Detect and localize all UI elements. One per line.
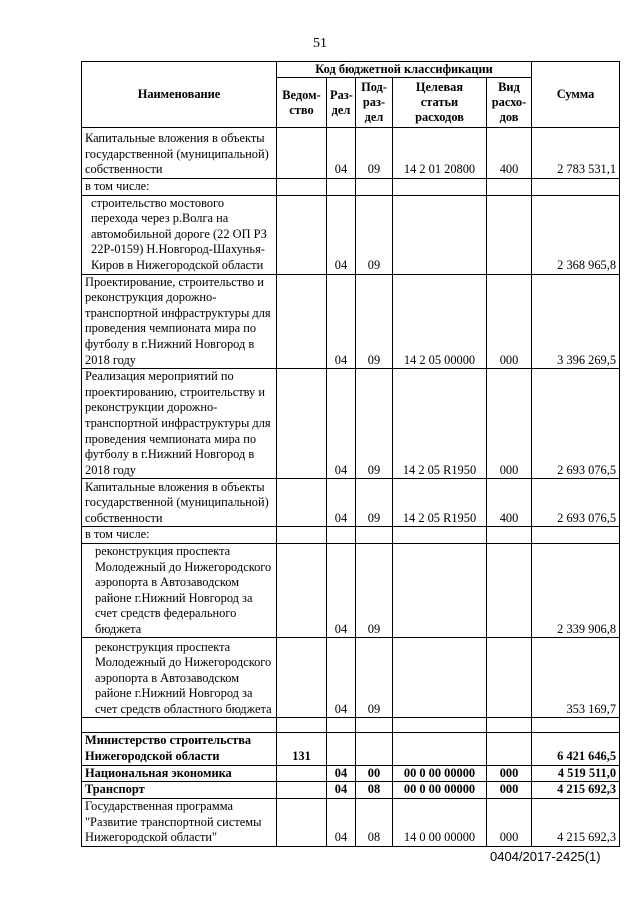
row-target: 00 0 00 00000 <box>393 765 487 782</box>
row-razdel: 04 <box>327 195 356 274</box>
row-razdel: 04 <box>327 798 356 846</box>
table-row <box>82 543 620 638</box>
row-sum <box>532 527 620 544</box>
row-sum: 2 339 906,8 <box>532 543 620 638</box>
row-razdel: 04 <box>327 765 356 782</box>
row-ved <box>277 718 327 733</box>
row-razdel <box>327 733 356 765</box>
row-ved: 131 <box>277 733 327 765</box>
row-vid: 400 <box>487 479 532 527</box>
row-vid: 000 <box>487 782 532 799</box>
table-row <box>82 638 620 718</box>
row-razdel <box>327 179 356 196</box>
table-row <box>82 179 620 196</box>
row-ved <box>277 369 327 479</box>
row-sum: 4 519 511,0 <box>532 765 620 782</box>
row-sum: 4 215 692,3 <box>532 798 620 846</box>
header-vedomstvo: Ведом-ство <box>277 78 327 128</box>
row-podrazdel: 08 <box>356 782 393 799</box>
row-vid <box>487 543 532 638</box>
row-razdel: 04 <box>327 369 356 479</box>
row-sum: 4 215 692,3 <box>532 782 620 799</box>
row-podrazdel: 09 <box>356 128 393 179</box>
table-row <box>82 369 620 479</box>
row-ved <box>277 195 327 274</box>
row-target: 14 2 05 R1950 <box>393 479 487 527</box>
row-sum <box>532 718 620 733</box>
row-razdel: 04 <box>327 479 356 527</box>
row-vid: 000 <box>487 798 532 846</box>
row-name: Реализация мероприятий по проектированию, строительству и реконструкции дорожно-транспортной инфраструктуры для проведения чемпионата мира по футболу в г.Нижний Новгород в 2018 году <box>82 369 277 479</box>
row-podrazdel: 00 <box>356 765 393 782</box>
row-vid <box>487 718 532 733</box>
document-number: 0404/2017-2425(1) <box>490 849 601 864</box>
header-podrazdel: Под-раз-дел <box>356 78 393 128</box>
row-vid: 000 <box>487 369 532 479</box>
row-name: Министерство строительства Нижегородской области <box>82 733 277 765</box>
row-target <box>393 195 487 274</box>
row-sum: 2 693 076,5 <box>532 479 620 527</box>
row-sum: 2 368 965,8 <box>532 195 620 274</box>
row-razdel <box>327 718 356 733</box>
row-name: реконструкция проспекта Молодежный до Нижегородского аэропорта в Автозаводском районе г.Нижний Новгород за счет средств федерального бюджета <box>82 543 277 638</box>
row-target <box>393 527 487 544</box>
row-target <box>393 733 487 765</box>
row-vid: 000 <box>487 274 532 369</box>
row-name: в том числе: <box>82 527 277 544</box>
row-razdel: 04 <box>327 274 356 369</box>
row-podrazdel <box>356 733 393 765</box>
row-target <box>393 179 487 196</box>
row-sum: 2 783 531,1 <box>532 128 620 179</box>
row-vid <box>487 179 532 196</box>
row-target: 14 2 05 R1950 <box>393 369 487 479</box>
row-ved <box>277 638 327 718</box>
header-vid: Вид расхо-дов <box>487 78 532 128</box>
row-name: Проектирование, строительство и реконструкция дорожно-транспортной инфраструктуры для проведения чемпионата мира по футболу в г.Нижний Новгород в 2018 году <box>82 274 277 369</box>
row-vid <box>487 527 532 544</box>
table-row <box>82 718 620 733</box>
row-razdel: 04 <box>327 543 356 638</box>
row-name: Национальная экономика <box>82 765 277 782</box>
row-podrazdel: 08 <box>356 798 393 846</box>
budget-table <box>81 61 620 847</box>
row-ved <box>277 782 327 799</box>
table-row <box>82 765 620 782</box>
row-ved <box>277 179 327 196</box>
row-name: реконструкция проспекта Молодежный до Нижегородского аэропорта в Автозаводском районе г.Нижний Новгород за счет средств областного бюджета <box>82 638 277 718</box>
row-ved <box>277 128 327 179</box>
header-name: Наименование <box>82 62 277 128</box>
row-ved <box>277 543 327 638</box>
header-code-group: Код бюджетной классификации <box>277 62 532 78</box>
row-name: Капитальные вложения в объекты государственной (муниципальной) собственности <box>82 479 277 527</box>
row-podrazdel <box>356 527 393 544</box>
table-row <box>82 195 620 274</box>
table-row <box>82 733 620 765</box>
row-name: Транспорт <box>82 782 277 799</box>
row-target <box>393 638 487 718</box>
row-target: 14 2 05 00000 <box>393 274 487 369</box>
header-target: Целевая статьи расходов <box>393 78 487 128</box>
row-ved <box>277 274 327 369</box>
row-ved <box>277 765 327 782</box>
row-razdel <box>327 527 356 544</box>
row-razdel: 04 <box>327 638 356 718</box>
table-row <box>82 798 620 846</box>
row-podrazdel <box>356 179 393 196</box>
row-sum: 353 169,7 <box>532 638 620 718</box>
row-podrazdel: 09 <box>356 369 393 479</box>
table-row <box>82 274 620 369</box>
row-name <box>82 718 277 733</box>
row-vid <box>487 733 532 765</box>
row-ved <box>277 798 327 846</box>
header-sum: Сумма <box>532 62 620 128</box>
row-ved <box>277 479 327 527</box>
page-number: 51 <box>313 36 327 51</box>
row-sum <box>532 179 620 196</box>
row-podrazdel: 09 <box>356 274 393 369</box>
row-podrazdel <box>356 718 393 733</box>
row-podrazdel: 09 <box>356 479 393 527</box>
row-podrazdel: 09 <box>356 638 393 718</box>
row-name: Государственная программа "Развитие транспортной системы Нижегородской области" <box>82 798 277 846</box>
row-razdel: 04 <box>327 782 356 799</box>
row-target: 14 2 01 20800 <box>393 128 487 179</box>
row-target: 00 0 00 00000 <box>393 782 487 799</box>
row-podrazdel: 09 <box>356 195 393 274</box>
row-razdel: 04 <box>327 128 356 179</box>
row-target: 14 0 00 00000 <box>393 798 487 846</box>
row-ved <box>277 527 327 544</box>
header-razdel: Раз-дел <box>327 78 356 128</box>
table-row <box>82 479 620 527</box>
row-name: Капитальные вложения в объекты государственной (муниципальной) собственности <box>82 128 277 179</box>
row-sum: 2 693 076,5 <box>532 369 620 479</box>
row-vid <box>487 638 532 718</box>
row-vid: 400 <box>487 128 532 179</box>
table-row <box>82 527 620 544</box>
table-row <box>82 782 620 799</box>
row-sum: 3 396 269,5 <box>532 274 620 369</box>
row-podrazdel: 09 <box>356 543 393 638</box>
row-vid: 000 <box>487 765 532 782</box>
row-sum: 6 421 646,5 <box>532 733 620 765</box>
row-name: в том числе: <box>82 179 277 196</box>
row-vid <box>487 195 532 274</box>
row-target <box>393 718 487 733</box>
row-target <box>393 543 487 638</box>
table-row <box>82 128 620 179</box>
row-name: строительство мостового перехода через р.Волга на автомобильной дороге (22 ОП РЗ 22Р-0159) Н.Новгород-Шахунья-Киров в Нижегородской области <box>82 195 277 274</box>
